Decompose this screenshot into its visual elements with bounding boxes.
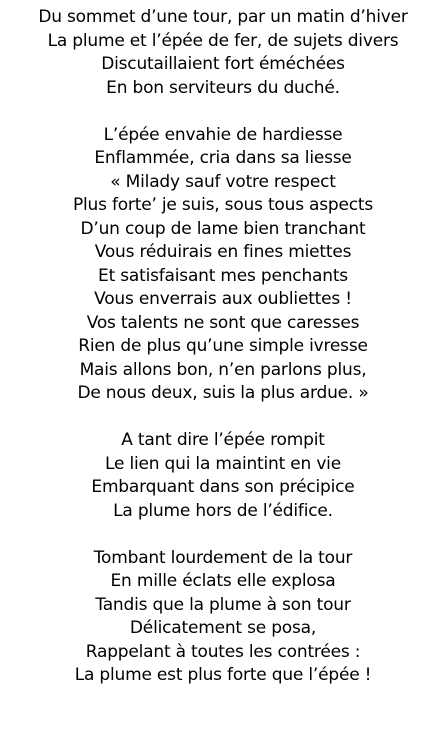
poem-line: Le lien qui la maintint en vie [105, 453, 341, 474]
poem [0, 6, 446, 688]
poem-line: Plus forte’ je suis, sous tous aspects [72, 195, 374, 215]
poem-line: Discutaillaient fort éméchées [101, 54, 345, 74]
poem-line: Enflammée, cria dans sa liesse [94, 148, 352, 168]
stanza-3 [0, 429, 446, 523]
poem-line: Tombant lourdement de la tour [93, 547, 353, 568]
poem-line: Rien de plus qu’une simple ivresse [78, 336, 368, 356]
poem-line: Vos talents ne sont que caresses [86, 312, 360, 333]
stanza-1 [0, 6, 446, 100]
poem-line: En bon serviteurs du duché. [106, 77, 340, 98]
poem-line: Du sommet d’une tour, par un matin d’hiver [38, 7, 408, 27]
stanza-2 [0, 124, 446, 406]
poem-line: Vous réduirais en fines miettes [94, 242, 352, 262]
poem-line: Tandis que la plume à son tour [95, 594, 351, 615]
poem-line: La plume hors de l’édifice. [113, 500, 333, 521]
poem-line: Vous enverrais aux oubliettes ! [94, 289, 352, 309]
poem-line: « Milady sauf votre respect [110, 171, 336, 192]
poem-line: De nous deux, suis la plus ardue. » [77, 383, 369, 403]
poem-line: L’épée envahie de hardiesse [103, 124, 343, 145]
poem-line: En mille éclats elle explosa [110, 571, 336, 591]
poem-line: La plume et l’épée de fer, de sujets divers [47, 30, 399, 51]
poem-line: La plume est plus forte que l’épée ! [74, 665, 372, 685]
poem-line: D’un coup de lame bien tranchant [80, 218, 366, 239]
poem-line: Rappelant à toutes les contrées : [85, 641, 361, 662]
poem-line: Et satisfaisant mes penchants [98, 265, 348, 286]
poem-line: Embarquant dans son précipice [91, 477, 355, 497]
poem-line: Mais allons bon, n’en parlons plus, [79, 359, 367, 380]
poem-line: Délicatement se posa, [129, 618, 317, 638]
poem-line: A tant dire l’épée rompit [121, 430, 325, 450]
stanza-4 [0, 547, 446, 688]
